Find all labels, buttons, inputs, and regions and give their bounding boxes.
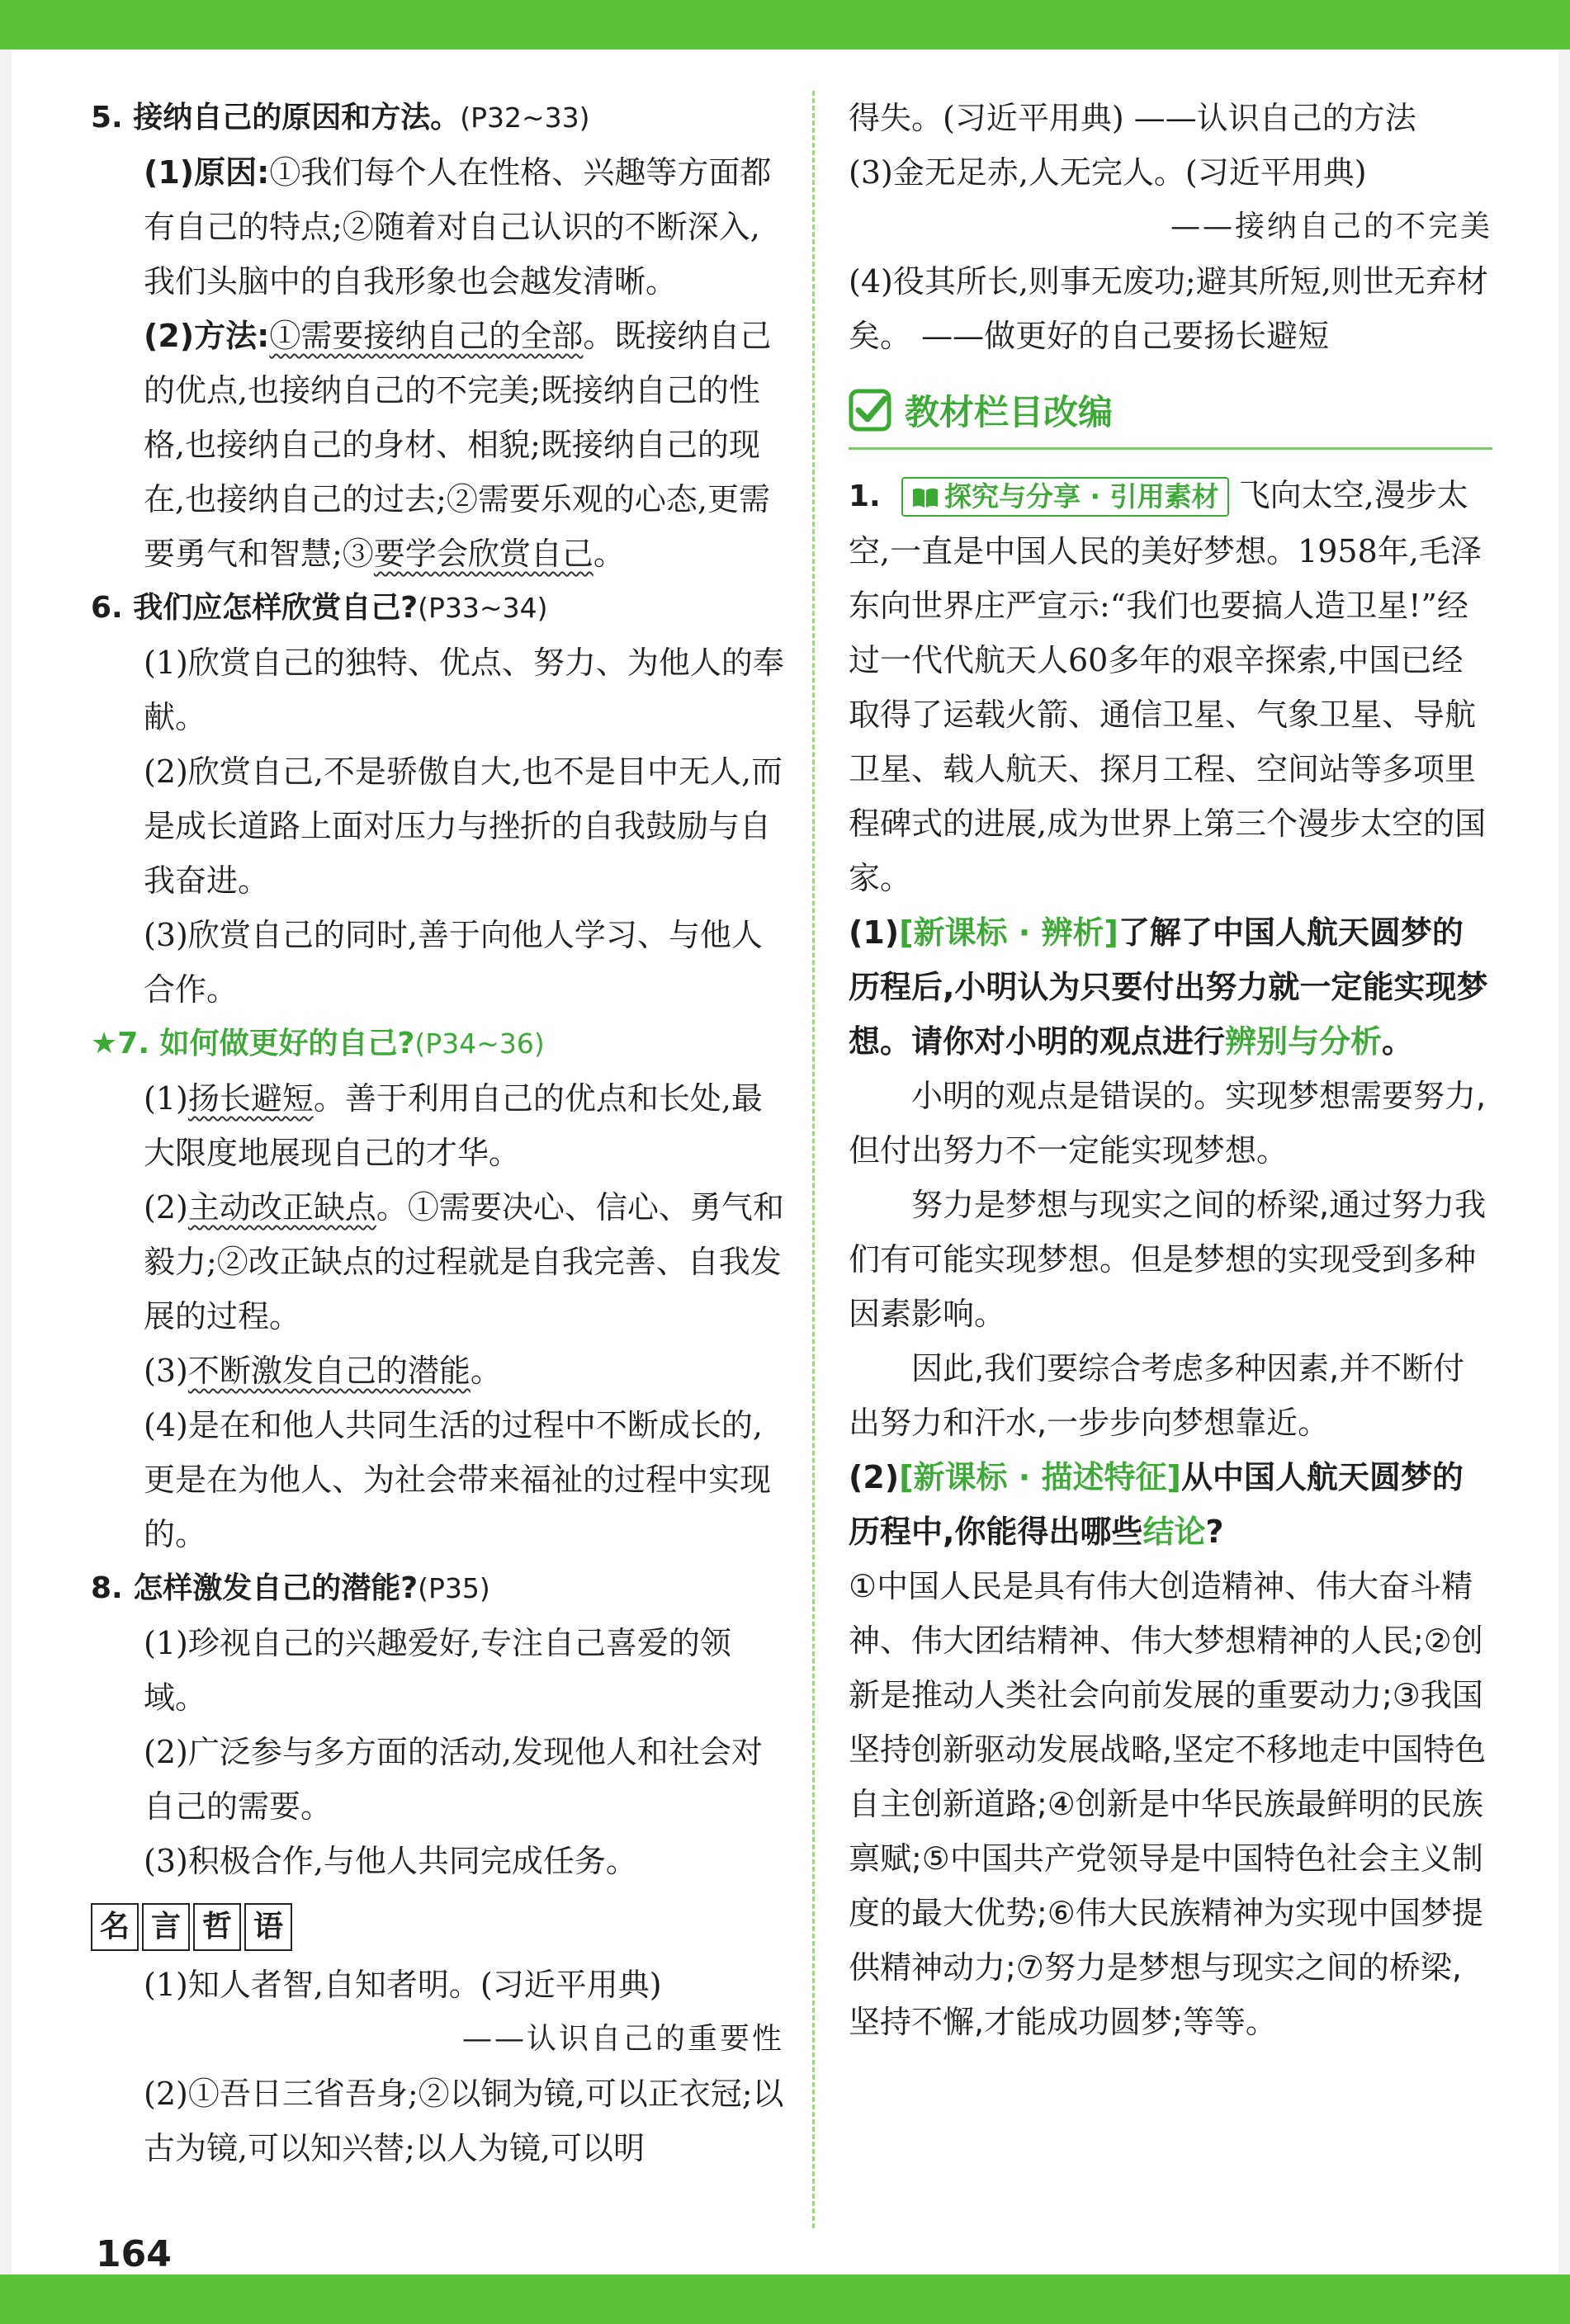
quote-1-source: ——认识自己的重要性 (461, 2022, 784, 2056)
quotes-char-2: 言 (142, 1903, 190, 1951)
check-icon (849, 389, 891, 432)
right-page-edge (1558, 50, 1570, 2274)
material-tag: 探究与分享 · 引用素材 (901, 477, 1229, 517)
question-8-title: 8. 怎样激发自己的潜能?(P35) (91, 1571, 490, 1605)
answer-1-para-3: 因此,我们要综合考虑多种因素,并不断付出努力和汗水,一步步向梦想靠近。 (849, 1350, 1465, 1441)
bottom-green-bar (0, 2274, 1570, 2324)
q6-point-3: (3)欣赏自己的同时,善于向他人学习、与他人合作。 (144, 917, 763, 1008)
quotes-char-4: 语 (244, 1903, 292, 1951)
quote-3-source: ——接纳自己的不完美 (1170, 210, 1492, 243)
page-number: 164 (96, 2233, 172, 2275)
section-header (849, 373, 1492, 450)
top-green-bar (0, 0, 1570, 50)
q8-point-2: (2)广泛参与多方面的活动,发现他人和社会对自己的需要。 (144, 1734, 763, 1825)
right-column (849, 91, 1492, 2049)
item-1-question-2: (2)[新课标 · 描述特征]从中国人航天圆梦的历程中,你能得出哪些结论? (849, 1459, 1464, 1550)
left-column (91, 91, 784, 2175)
q8-point-1: (1)珍视自己的兴趣爱好,专注自己喜爱的领域。 (144, 1625, 731, 1716)
q5-reason: (1)原因:①我们每个人在性格、兴趣等方面都有自己的特点;②随着对自己认识的不断深入,我们头脑中的自我形象也会越发清晰。 (144, 154, 772, 300)
question-7-title: ★7. 如何做更好的自己?(P34~36) (91, 1027, 545, 1060)
q7-point-1: (1)扬长避短。善于利用自己的优点和长处,最大限度地展现自己的才华。 (144, 1080, 763, 1171)
book-icon (911, 486, 939, 509)
item-1-number: 1. (849, 479, 881, 513)
q5-method: (2)方法:①需要接纳自己的全部。既接纳自己的优点,也接纳自己的不完美;既接纳自己的性格,也接纳自己的身材、相貌;既接纳自己的现在,也接纳自己的过去;②需要乐观的心态,更需要勇气和智慧;③要学会欣赏自己。 (144, 318, 772, 572)
item-1-material: 1. 探究与分享 · 引用素材 飞向太空,漫步太空,一直是中国人民的美好梦想。1958年,毛泽东向世界庄严宣示:“我们也要搞人造卫星!”经过一代代航天人60多年的艰辛探索,中国已经取得了运载火箭、通信卫星、气象卫星、导航卫星、载人航天、探月工程、空间站等多项里程碑式的进展,成为世界上第三个漫步太空的国家。 (849, 468, 1492, 905)
question-6-title: 6. 我们应怎样欣赏自己?(P33~34) (91, 591, 548, 625)
quote-1: (1)知人者智,自知者明。(习近平用典) (144, 1967, 662, 2003)
quote-4: (4)役其所长,则事无废功;避其所短,则世无弃材矣。 ——做更好的自己要扬长避短 (849, 263, 1488, 354)
q7-point-4: (4)是在和他人共同生活的过程中不断成长的,更是在为他人、为社会带来福祉的过程中实现的。 (144, 1407, 772, 1552)
quotes-char-1: 名 (91, 1903, 139, 1951)
answer-2: ①中国人民是具有伟大创造精神、伟大奋斗精神、伟大团结精神、伟大梦想精神的人民;②创新是推动人类社会向前发展的重要动力;③我国坚持创新驱动发展战略,坚定不移地走中国特色自主创新道路;④创新是中华民族最鲜明的民族禀赋;⑤中国共产党领导是中国特色社会主义制度的最大优势;⑥伟大民族精神为实现中国梦提供精神动力;⑦努力是梦想与现实之间的桥梁,坚持不懈,才能成功圆梦;等等。 (849, 1568, 1487, 2040)
item-1-question-1: (1)[新课标 · 辨析]了解了中国人航天圆梦的历程后,小明认为只要付出努力就一定能实现梦想。请你对小明的观点进行辨别与分析。 (849, 914, 1488, 1060)
answer-1-para-1: 小明的观点是错误的。实现梦想需要努力,但付出努力不一定能实现梦想。 (849, 1078, 1487, 1169)
q7-point-2: (2)主动改正缺点。①需要决心、信心、勇气和毅力;②改正缺点的过程就是自我完善、自我发展的过程。 (144, 1189, 784, 1334)
quote-3: (3)金无足赤,人无完人。(习近平用典) (849, 154, 1367, 191)
quotes-char-3: 哲 (193, 1903, 241, 1951)
question-5-title: 5. 接纳自己的原因和方法。(P32~33) (91, 101, 590, 135)
famous-quotes-header (91, 1903, 784, 1951)
quote-2: (2)①吾日三省吾身;②以铜为镜,可以正衣冠;以古为镜,可以知兴替;以人为镜,可以明 (144, 2076, 784, 2166)
answer-1-para-2: 努力是梦想与现实之间的桥梁,通过努力我们有可能实现梦想。但是梦想的实现受到多种因素影响。 (849, 1187, 1487, 1332)
column-divider (812, 91, 815, 2228)
section-title: 教材栏目改编 (905, 392, 1114, 432)
q6-point-1: (1)欣赏自己的独特、优点、努力、为他人的奉献。 (144, 645, 784, 735)
q7-point-3: (3)不断激发自己的潜能。 (144, 1353, 502, 1389)
quote-2-continued: 得失。(习近平用典) ——认识自己的方法 (849, 100, 1416, 136)
q8-point-3: (3)积极合作,与他人共同完成任务。 (144, 1843, 637, 1879)
q6-point-2: (2)欣赏自己,不是骄傲自大,也不是目中无人,而是成长道路上面对压力与挫折的自我鼓励与自我奋进。 (144, 753, 783, 899)
left-page-edge (0, 50, 12, 2274)
